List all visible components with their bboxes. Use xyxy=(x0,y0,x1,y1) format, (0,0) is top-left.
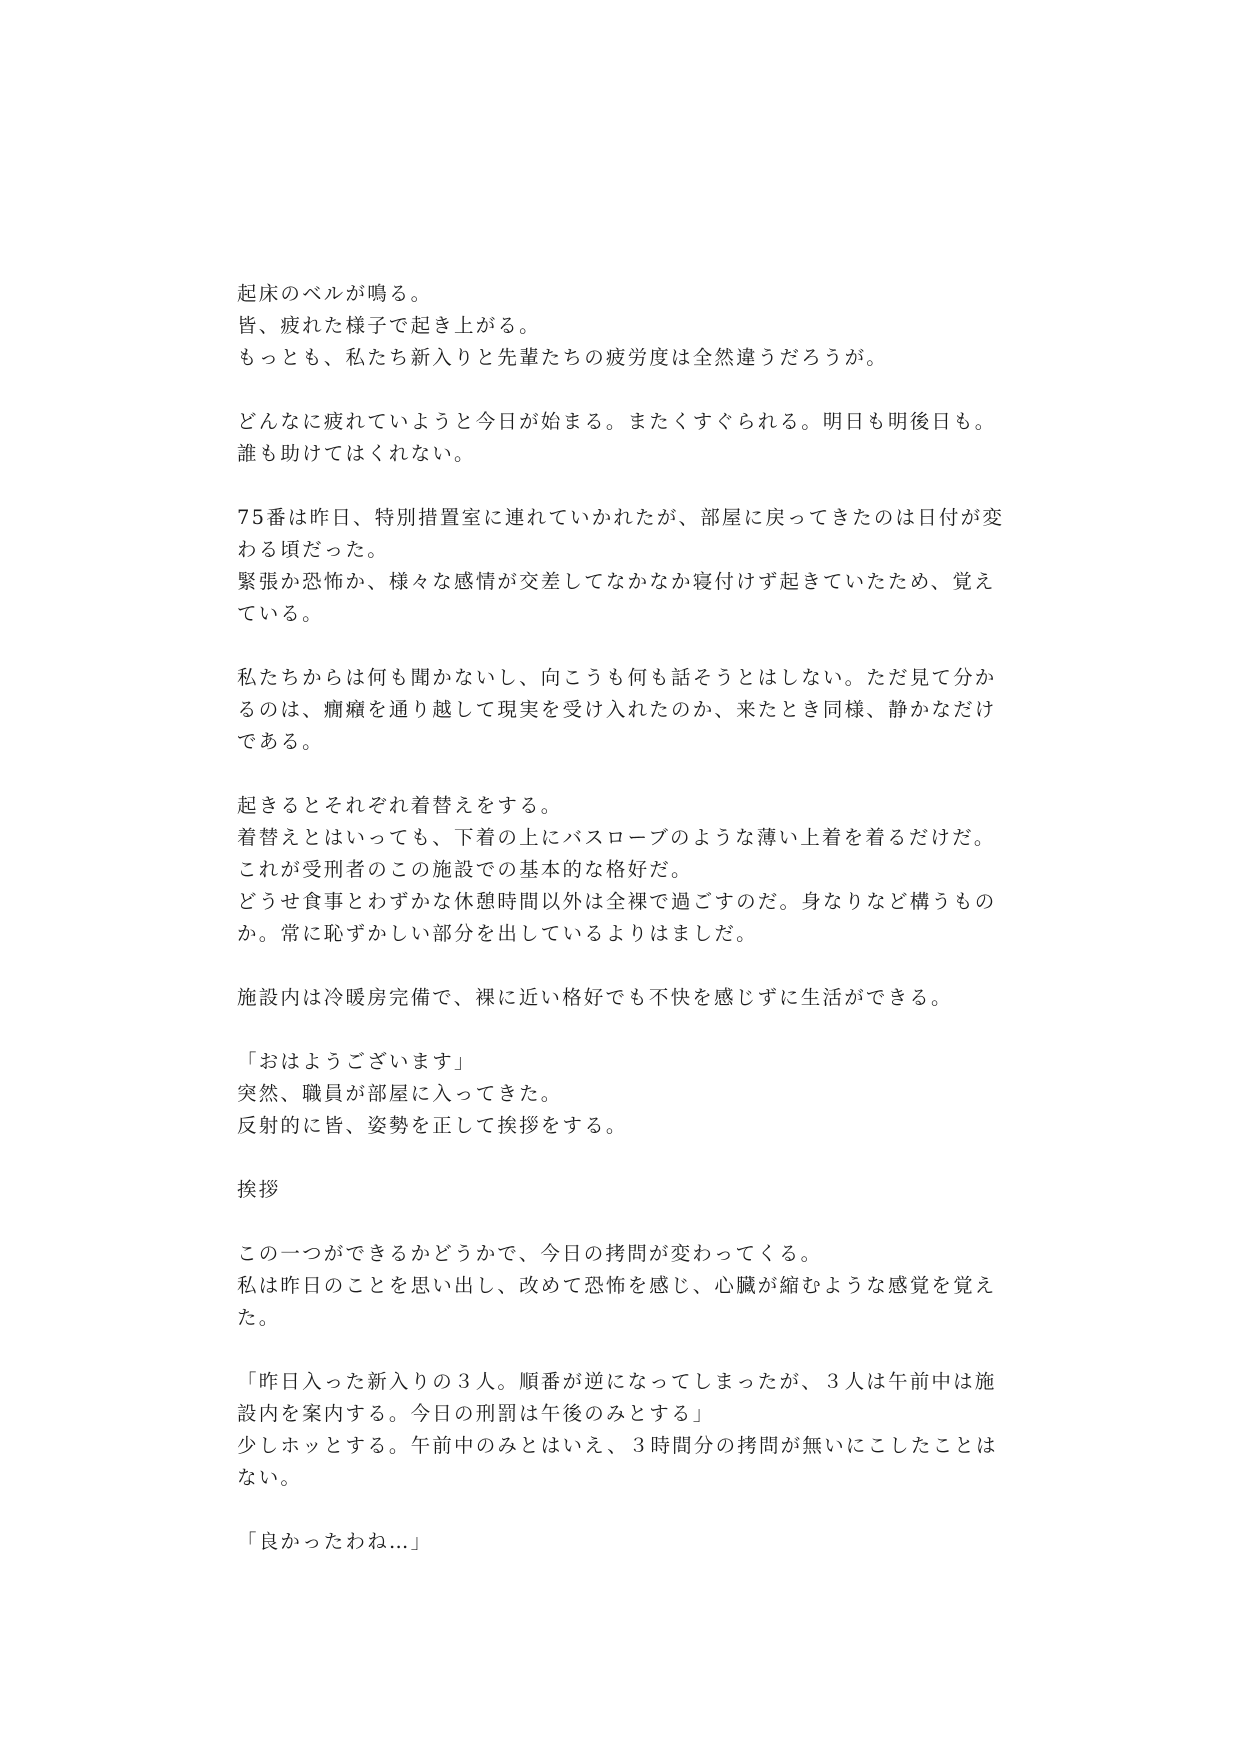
text-line: 私たちからは何も聞かないし、向こうも何も話そうとはしない。ただ見て分か xyxy=(237,666,997,689)
paragraph-gap xyxy=(237,950,1017,982)
text-line: ている。 xyxy=(237,602,324,625)
body-text xyxy=(237,278,1017,1558)
text-line: るのは、癇癪を通り越して現実を受け入れたのか、来たとき同様、静かなだけ xyxy=(237,698,997,721)
paragraph-gap xyxy=(237,1494,1017,1526)
text-line: これが受刑者のこの施設での基本的な格好だ。 xyxy=(237,858,693,881)
text-line: 着替えとはいっても、下着の上にバスローブのような薄い上着を着るだけだ。 xyxy=(237,826,996,849)
paragraph-gap xyxy=(237,374,1017,406)
text-line: 「おはようございます」 xyxy=(237,1050,476,1073)
paragraph-gap xyxy=(237,1206,1017,1238)
text-line: 起床のベルが鳴る。 xyxy=(237,282,433,305)
text-line: 私は昨日のことを思い出し、改めて恐怖を感じ、心臓が縮むような感覚を覚え xyxy=(237,1274,997,1297)
paragraph-gap xyxy=(237,1014,1017,1046)
text-line: 皆、疲れた様子で起き上がる。 xyxy=(237,314,541,337)
text-line: ない。 xyxy=(237,1466,303,1489)
text-line: 「昨日入った新入りの３人。順番が逆になってしまったが、３人は午前中は施 xyxy=(237,1370,997,1393)
text-line: わる頃だった。 xyxy=(237,538,389,561)
text-line: この一つができるかどうかで、今日の拷問が変わってくる。 xyxy=(237,1242,823,1265)
text-line: 75番は昨日、特別措置室に連れていかれたが、部屋に戻ってきたのは日付が変 xyxy=(237,506,1005,529)
text-line: 誰も助けてはくれない。 xyxy=(237,442,476,465)
text-line: 「良かったわね…」 xyxy=(237,1530,433,1553)
text-line: た。 xyxy=(237,1306,281,1329)
paragraph-gap xyxy=(237,1142,1017,1174)
text-line: 少しホッとする。午前中のみとはいえ、３時間分の拷問が無いにこしたことは xyxy=(237,1434,998,1457)
text-line: 反射的に皆、姿勢を正して挨拶をする。 xyxy=(237,1114,628,1137)
text-line: か。常に恥ずかしい部分を出しているよりはましだ。 xyxy=(237,922,758,945)
text-line: 起きるとそれぞれ着替えをする。 xyxy=(237,794,563,817)
text-line: どうせ食事とわずかな休憩時間以外は全裸で過ごすのだ。身なりなど構うもの xyxy=(237,890,997,913)
text-line: もっとも、私たち新入りと先輩たちの疲労度は全然違うだろうが。 xyxy=(237,346,889,369)
paragraph-gap xyxy=(237,758,1017,790)
text-line: 設内を案内する。今日の刑罰は午後のみとする」 xyxy=(237,1402,715,1425)
text-line: 施設内は冷暖房完備で、裸に近い格好でも不快を感じずに生活ができる。 xyxy=(237,986,953,1009)
text-line: である。 xyxy=(237,730,324,753)
paragraph-gap xyxy=(237,470,1017,502)
text-line: どんなに疲れていようと今日が始まる。またくすぐられる。明日も明後日も。 xyxy=(237,410,997,433)
text-line: 突然、職員が部屋に入ってきた。 xyxy=(237,1082,563,1105)
paragraph-gap xyxy=(237,1334,1017,1366)
text-line: 挨拶 xyxy=(237,1178,281,1201)
text-line: 緊張か恐怖か、様々な感情が交差してなかなか寝付けず起きていたため、覚え xyxy=(237,570,996,593)
paragraph-gap xyxy=(237,630,1017,662)
